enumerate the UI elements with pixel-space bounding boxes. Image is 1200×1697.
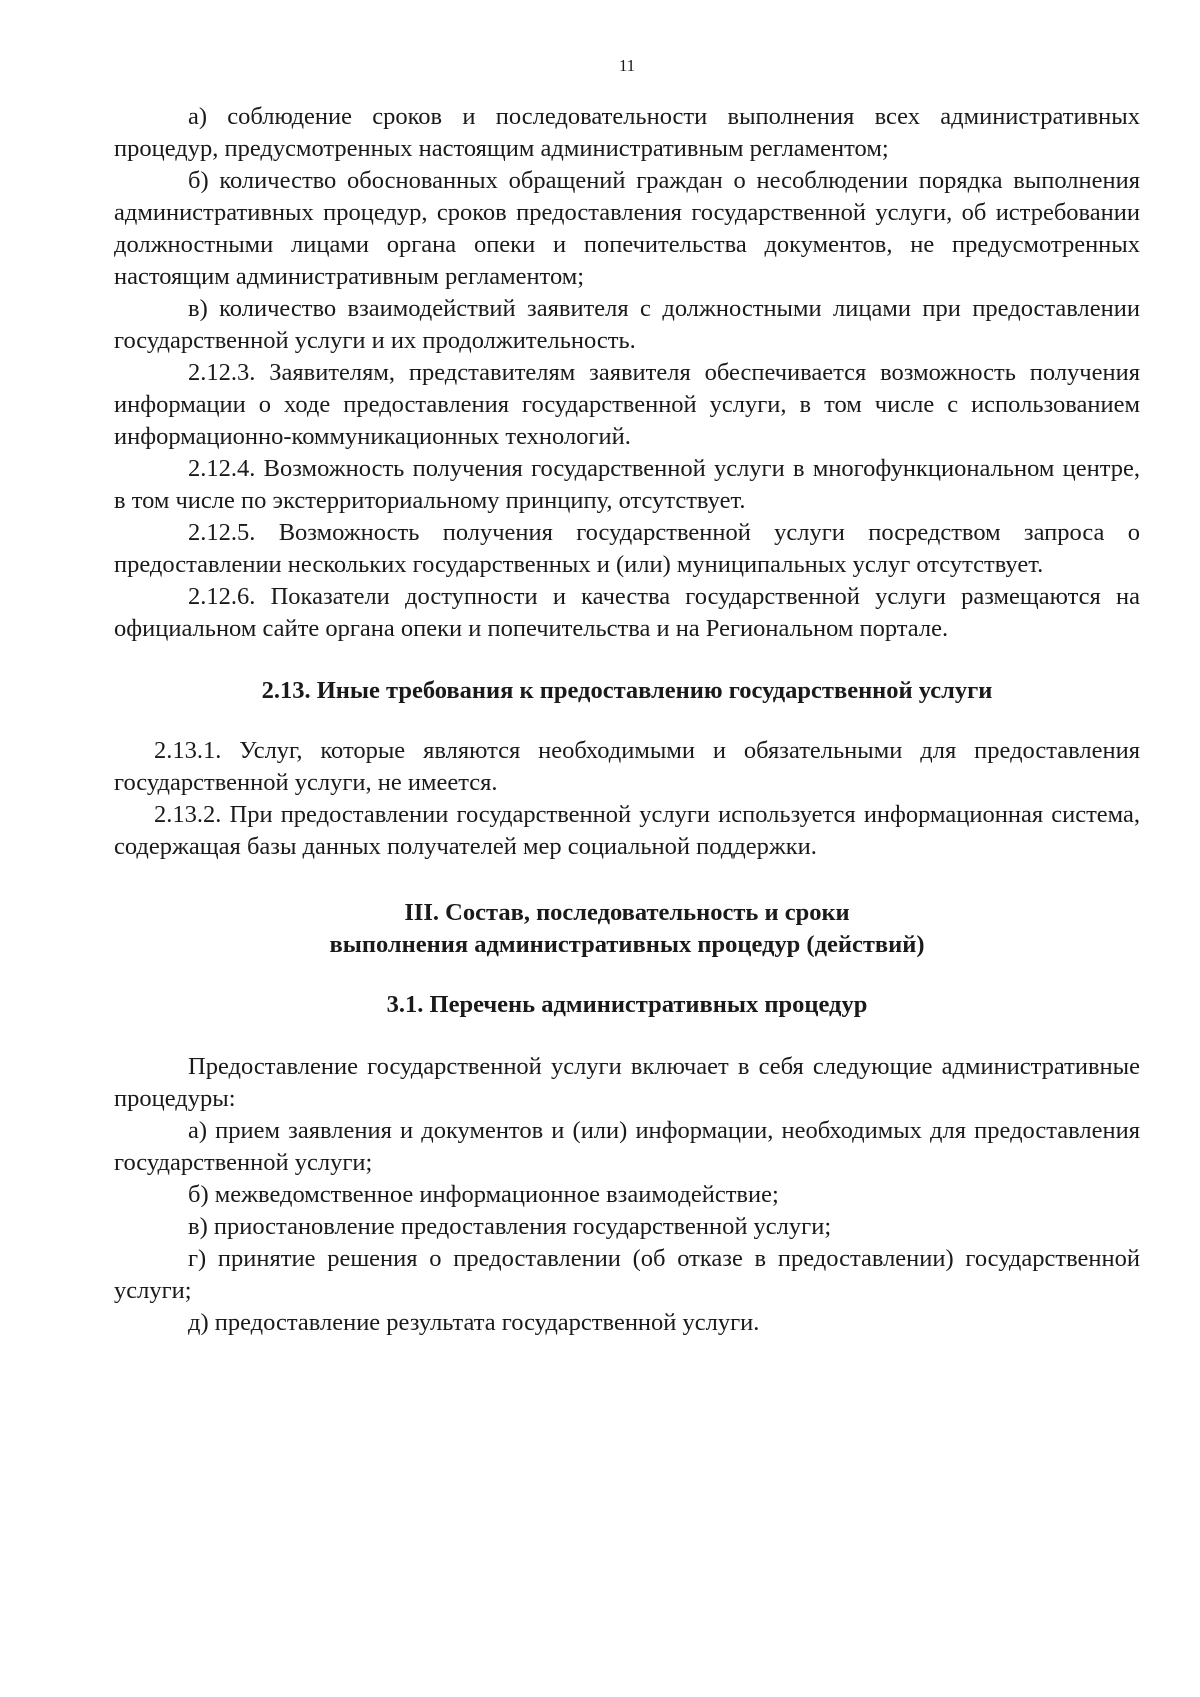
paragraph-item-v: в) количество взаимодействий заявителя с должностными лицами при предоставлении государственной услуги и их продолжительность.: [114, 295, 1140, 354]
section-heading-3-line1: III. Состав, последовательность и сроки: [404, 899, 850, 926]
section-heading-3-line2: выполнения административных процедур (действий): [329, 931, 925, 958]
paragraph-item-a: а) соблюдение сроков и последовательности выполнения всех административных процедур, предусмотренных настоящим административным регламентом;: [114, 103, 1140, 162]
document-body: [114, 101, 1140, 1339]
list-item-d: д) предоставление результата государственной услуги.: [188, 1309, 760, 1336]
paragraph-2-12-3: 2.12.3. Заявителям, представителям заявителя обеспечивается возможность получения информации о ходе предоставления государственной услуги, в том числе с использованием информационно-коммуникационных технологий.: [114, 359, 1140, 450]
list-item-b: б) межведомственное информационное взаимодействие;: [188, 1181, 779, 1208]
document-page: [114, 0, 1140, 1697]
subsection-heading-3-1: 3.1. Перечень административных процедур: [386, 991, 868, 1018]
spacer: [114, 1021, 1140, 1051]
section-heading-2-13: 2.13. Иные требования к предоставлению государственной услуги: [261, 677, 993, 704]
paragraph-2-13-2: 2.13.2. При предоставлении государственной услуги используется информационная система, содержащая базы данных получателей мер социальной поддержки.: [114, 801, 1140, 860]
paragraph-2-13-1: 2.13.1. Услуг, которые являются необходимыми и обязательными для предоставления государственной услуги, не имеется.: [114, 737, 1140, 796]
spacer: [114, 707, 1140, 735]
list-item-v: в) приостановление предоставления государственной услуги;: [188, 1213, 832, 1240]
list-item-a: а) прием заявления и документов и (или) информации, необходимых для предоставления государственной услуги;: [114, 1117, 1140, 1176]
paragraph-2-12-4: 2.12.4. Возможность получения государственной услуги в многофункциональном центре, в том числе по экстерриториальному принципу, отсутствует.: [114, 455, 1140, 514]
spacer: [114, 645, 1140, 675]
list-item-g: г) принятие решения о предоставлении (об отказе в предоставлении) государственной услуги;: [114, 1245, 1140, 1304]
spacer: [114, 961, 1140, 989]
spacer: [114, 863, 1140, 897]
paragraph-2-12-5: 2.12.5. Возможность получения государственной услуги посредством запроса о предоставлении нескольких государственных и (или) муниципальных услуг отсутствует.: [114, 519, 1140, 578]
paragraph-2-12-6: 2.12.6. Показатели доступности и качества государственной услуги размещаются на официальном сайте органа опеки и попечительства и на Региональном портале.: [114, 583, 1140, 642]
paragraph-item-b: б) количество обоснованных обращений граждан о несоблюдении порядка выполнения административных процедур, сроков предоставления государственной услуги, об истребовании должностными лицами органа опеки и попечительства документов, не предусмотренных настоящим административным регламентом;: [114, 167, 1140, 290]
page-number: 11: [618, 56, 636, 75]
paragraph-3-1-intro: Предоставление государственной услуги включает в себя следующие административные процедуры:: [114, 1053, 1140, 1112]
